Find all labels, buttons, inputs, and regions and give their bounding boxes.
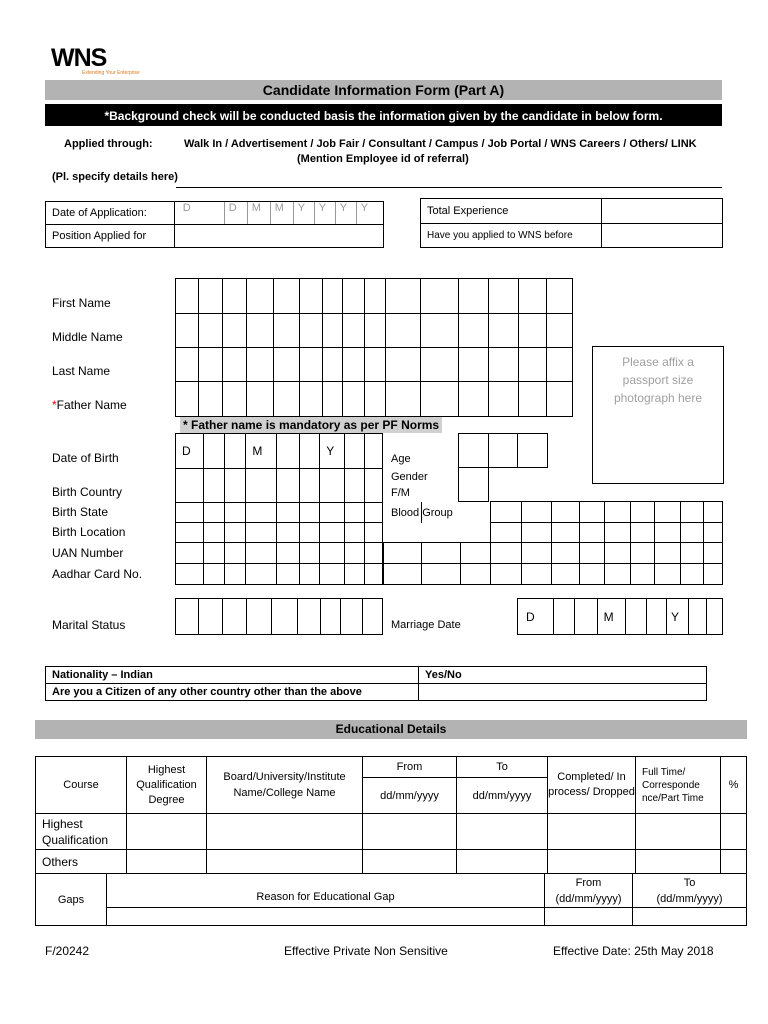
father-name-label — [52, 399, 127, 411]
yes-no-field[interactable]: Yes/No — [419, 667, 707, 684]
gaps-label: Gaps — [36, 874, 107, 926]
name-grid[interactable] — [175, 278, 573, 417]
date-slot: D — [224, 202, 247, 224]
date-slot: M — [270, 202, 293, 224]
date-of-application-label: Date of Application: — [46, 202, 175, 225]
background-check-notice: *Background check will be conducted basis the information given by the candidate in below form. — [45, 104, 722, 126]
position-applied-field[interactable] — [174, 225, 383, 248]
dob-label: Date of Birth — [52, 451, 119, 465]
edu-cell[interactable] — [636, 814, 721, 850]
education-title: Educational Details — [35, 720, 747, 739]
father-name-note: * Father name is mandatory as per PF Norms — [180, 417, 442, 433]
position-applied-label: Position Applied for — [46, 225, 175, 248]
first-name-label: First Name — [52, 296, 111, 310]
edu-cell[interactable] — [363, 814, 457, 850]
md-y: Y — [666, 599, 688, 635]
edu-cell[interactable] — [127, 850, 207, 874]
edu-cell[interactable] — [127, 814, 207, 850]
gap-from-label: From — [575, 876, 602, 889]
applied-before-label: Have you applied to WNS before — [421, 224, 602, 248]
col-degree: Highest Qualification Degree — [127, 757, 207, 814]
marriage-date-label: Marriage Date — [391, 619, 461, 631]
gap-to-header — [633, 874, 747, 908]
edu-cell[interactable] — [548, 850, 636, 874]
edu-cell[interactable] — [721, 814, 747, 850]
gap-from-format: (dd/mm/yyyy) — [555, 892, 622, 905]
id-numbers-grid[interactable] — [383, 501, 723, 585]
experience-table — [420, 198, 723, 248]
logo-tagline: Extending Your Enterprise — [82, 70, 140, 76]
date-slot: Y — [335, 202, 356, 224]
required-star: * — [52, 398, 57, 412]
col-status: Completed/ In process/ Dropped — [548, 757, 636, 814]
referral-note: (Mention Employee id of referral) — [297, 153, 469, 165]
marital-status-label: Marital Status — [52, 618, 126, 632]
md-m: M — [597, 599, 625, 635]
birth-details-grid[interactable] — [175, 433, 383, 585]
application-details-table — [45, 201, 384, 248]
row-others: Others — [36, 850, 127, 874]
row-highest-qualification: Highest Qualification — [36, 814, 127, 850]
edu-cell[interactable] — [457, 850, 548, 874]
nationality-table — [45, 666, 707, 701]
col-to: To — [457, 757, 548, 778]
edu-cell[interactable] — [548, 814, 636, 850]
gap-from-field[interactable] — [545, 908, 633, 926]
edu-cell[interactable] — [636, 850, 721, 874]
edu-cell[interactable] — [721, 850, 747, 874]
gap-to-label: To — [683, 876, 696, 889]
dob-d: D — [176, 434, 204, 469]
last-name-label: Last Name — [52, 364, 111, 378]
dob-m: M — [246, 434, 277, 469]
photo-box[interactable]: Please affix a passport size photograph here — [592, 346, 724, 484]
gap-to-field[interactable] — [633, 908, 747, 926]
age-label: Age — [391, 453, 411, 465]
nationality-label: Nationality – Indian — [46, 667, 419, 684]
date-slot: D — [182, 202, 191, 214]
to-format: dd/mm/yyyy — [457, 778, 548, 814]
col-from: From — [363, 757, 457, 778]
birth-location-label: Birth Location — [52, 525, 126, 539]
gender-label: Gender — [391, 471, 428, 483]
father-name-text: Father Name — [56, 398, 127, 412]
dob-y: Y — [320, 434, 345, 469]
gap-from-header — [545, 874, 633, 908]
date-of-application-field[interactable] — [174, 202, 383, 225]
applied-before-field[interactable] — [602, 224, 723, 248]
gender-field[interactable] — [458, 467, 489, 502]
applied-through-label: Applied through: — [64, 138, 153, 150]
uan-label: UAN Number — [52, 546, 124, 560]
birth-country-label: Birth Country — [52, 485, 123, 499]
gender-options: F/M — [391, 487, 410, 499]
col-course: Course — [36, 757, 127, 814]
wns-logo: WNS — [51, 44, 107, 72]
gaps-table — [35, 873, 747, 926]
education-table — [35, 756, 747, 874]
footer-effective-date: Effective Date: 25th May 2018 — [553, 944, 714, 958]
col-mode: Full Time/ Corresponde nce/Part Time — [636, 757, 721, 814]
aadhar-label: Aadhar Card No. — [52, 567, 143, 581]
applied-through-options: Walk In / Advertisement / Job Fair / Consultant / Campus / Job Portal / WNS Careers / Others/ LINK — [184, 138, 697, 150]
footer-classification: Effective Private Non Sensitive — [284, 944, 448, 958]
blood-group-label: Blood Group — [391, 507, 453, 519]
specify-details-label: (Pl. specify details here) — [52, 171, 178, 183]
date-slot: Y — [293, 202, 314, 224]
gap-reason-header: Reason for Educational Gap — [107, 874, 545, 908]
age-grid[interactable] — [458, 433, 548, 468]
other-citizen-label: Are you a Citizen of any other country other than the above — [46, 684, 419, 701]
birth-state-label: Birth State — [52, 505, 109, 519]
gap-reason-field[interactable] — [107, 908, 545, 926]
marital-status-grid[interactable] — [175, 598, 383, 635]
md-d: D — [518, 599, 554, 635]
edu-cell[interactable] — [207, 850, 363, 874]
form-title: Candidate Information Form (Part A) — [45, 80, 722, 100]
total-experience-field[interactable] — [602, 199, 723, 224]
other-citizen-field[interactable] — [419, 684, 707, 701]
edu-cell[interactable] — [207, 814, 363, 850]
col-board: Board/University/Institute Name/College Name — [207, 757, 363, 814]
specify-details-line[interactable] — [176, 187, 722, 188]
edu-cell[interactable] — [363, 850, 457, 874]
marriage-date-grid[interactable] — [517, 598, 723, 635]
total-experience-label: Total Experience — [421, 199, 602, 224]
footer-form-code: F/20242 — [45, 944, 90, 958]
date-slot: Y — [356, 202, 377, 224]
from-format: dd/mm/yyyy — [363, 778, 457, 814]
col-percent: % — [721, 757, 747, 814]
middle-name-label: Middle Name — [52, 330, 123, 344]
edu-cell[interactable] — [457, 814, 548, 850]
date-slot: Y — [314, 202, 335, 224]
date-slot: M — [247, 202, 270, 224]
gap-to-format: (dd/mm/yyyy) — [656, 892, 723, 905]
